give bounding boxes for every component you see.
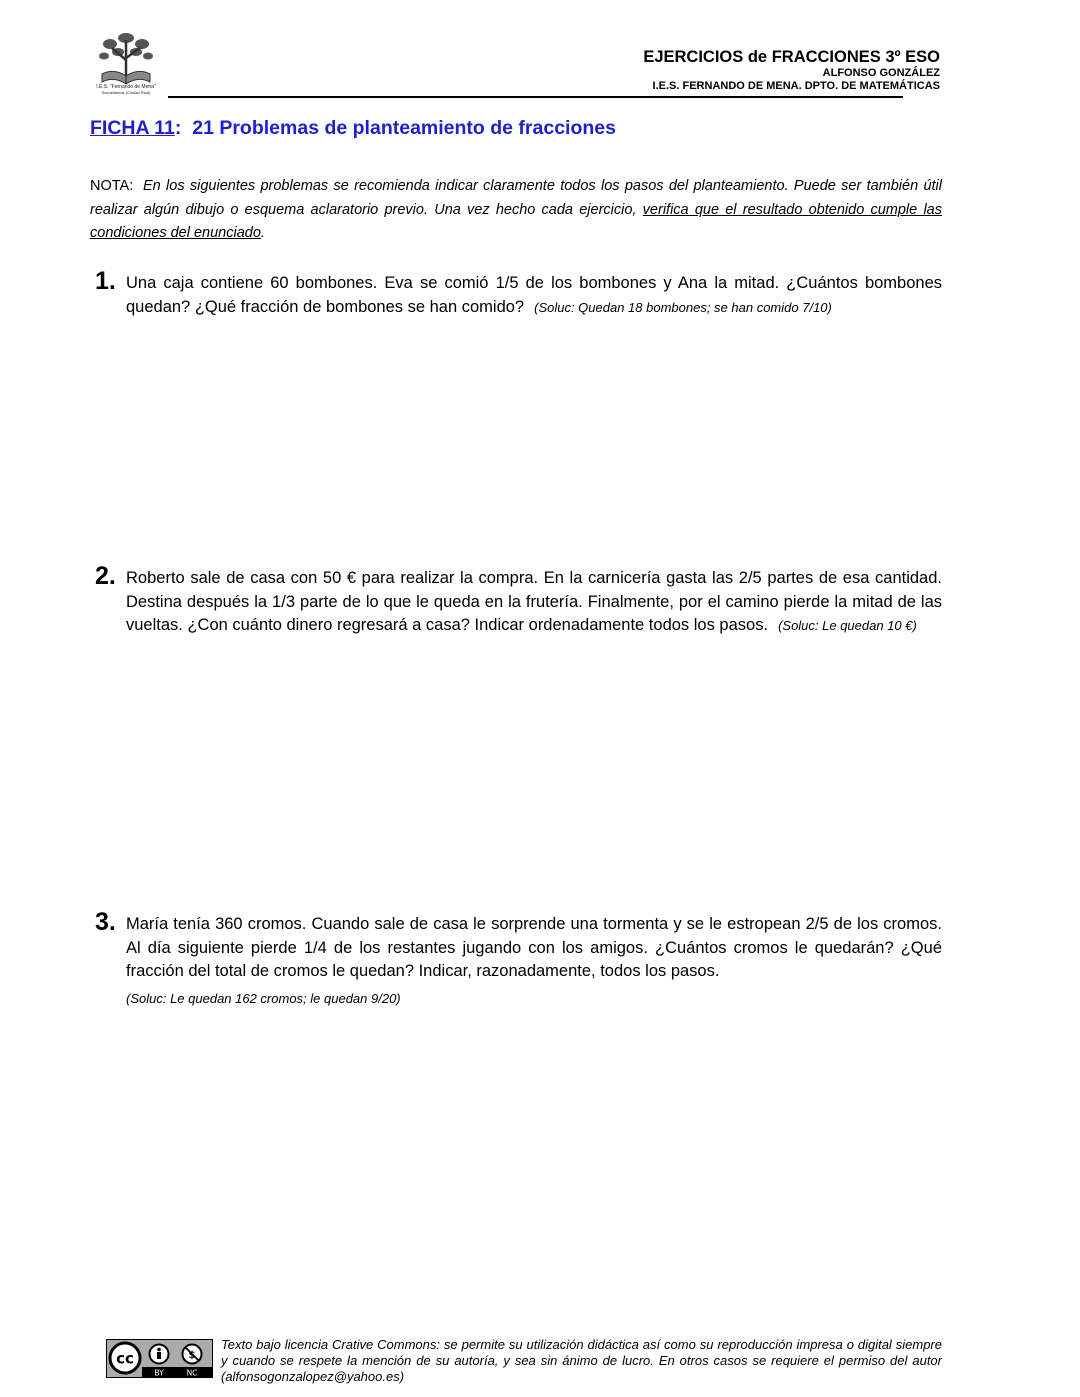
worksheet-title [90,117,616,140]
svg-text:$: $ [188,1350,196,1361]
worksheet-subject: 21 Problemas de planteamiento de fracciones [192,117,616,139]
note-underlined: verifica que el resultado obtenido cumple las condiciones del enunciado [90,201,942,241]
cc-icon: cc [116,1349,134,1368]
problem-number: 3. [95,908,116,936]
note-block [90,175,942,246]
problem-1 [90,267,942,319]
author-name: ALFONSO GONZÁLEZ [822,67,940,79]
by-label: BY [154,1368,164,1378]
logo-caption: I.E.S. "Fernando de Mena" [96,84,156,90]
logo-subcaption: Socuéllamos (Ciudad Real) [101,90,151,95]
license-text: Texto bajo licencia Crative Commons: se permite su utilización didáctica así como su reproducción impresa o digital siempre y cuando se respete la mención de su autoría, y sea sin ánimo de lucro. En otros casos se requiere el permiso del autor (alfonsogonzalopez@yahoo.es) [221,1337,942,1384]
problem-text: María tenía 360 cromos. Cuando sale de casa le sorprende una tormenta y se le estropean 2/5 de los cromos. Al día siguiente pierde 1/4 de los restantes jugando con los amigos. ¿Cuántos cromos le quedarán? ¿Qué fracción del total de cromos le quedan? Indicar, razonadamente, todos los pasos. [126,915,942,980]
header-block [643,47,940,93]
school-logo [86,30,166,96]
problem-2 [90,562,942,638]
problem-text: Una caja contiene 60 bombones. Eva se comió 1/5 de los bombones y Ana la mitad. ¿Cuántos bombones quedan? ¿Qué fracción de bombones se han comido? (Soluc: Quedan 18 bombones; se han comido 7/10) [126,274,942,316]
problem-3 [90,908,942,1006]
header-divider [168,96,903,98]
problem-text: Roberto sale de casa con 50 € para realizar la compra. En la carnicería gasta las 2/5 partes de esa cantidad. Destina después la 1/3 parte de lo que le queda en la frutería. Finalmente, por el camino pierde la mitad de las vueltas. ¿Con cuánto dinero regresará a casa? Indicar ordenadamente todos los pasos. (Soluc: Le quedan 10 €) [126,569,942,634]
worksheet-number: FICHA 11 [90,117,175,139]
tree-book-icon [86,30,166,86]
note-label: NOTA: [90,178,134,194]
title-separator: : [174,117,182,139]
document-title: EJERCICIOS de FRACCIONES 3º ESO [643,48,940,66]
note-text: En los siguientes problemas se recomienda indicar claramente todos los pasos del planteamiento. Puede ser también útil realizar algún dibujo o esquema aclaratorio previo. Una vez hecho cada ejercicio, verifica que el resultado obtenido cumple las condiciones del enunciado. [90,178,942,241]
problem-solution: (Soluc: Quedan 18 bombones; se han comido 7/10) [534,299,832,315]
nc-label: NC [186,1368,198,1378]
problem-number: 2. [95,562,116,590]
school-department: I.E.S. FERNANDO DE MENA. DPTO. DE MATEMÁTICAS [652,80,940,92]
problem-number: 1. [95,267,116,295]
problem-solution: (Soluc: Le quedan 162 cromos; le quedan 9/20) [126,990,401,1006]
creative-commons-badge[interactable] [106,1339,213,1378]
problem-solution: (Soluc: Le quedan 10 €) [778,618,917,633]
